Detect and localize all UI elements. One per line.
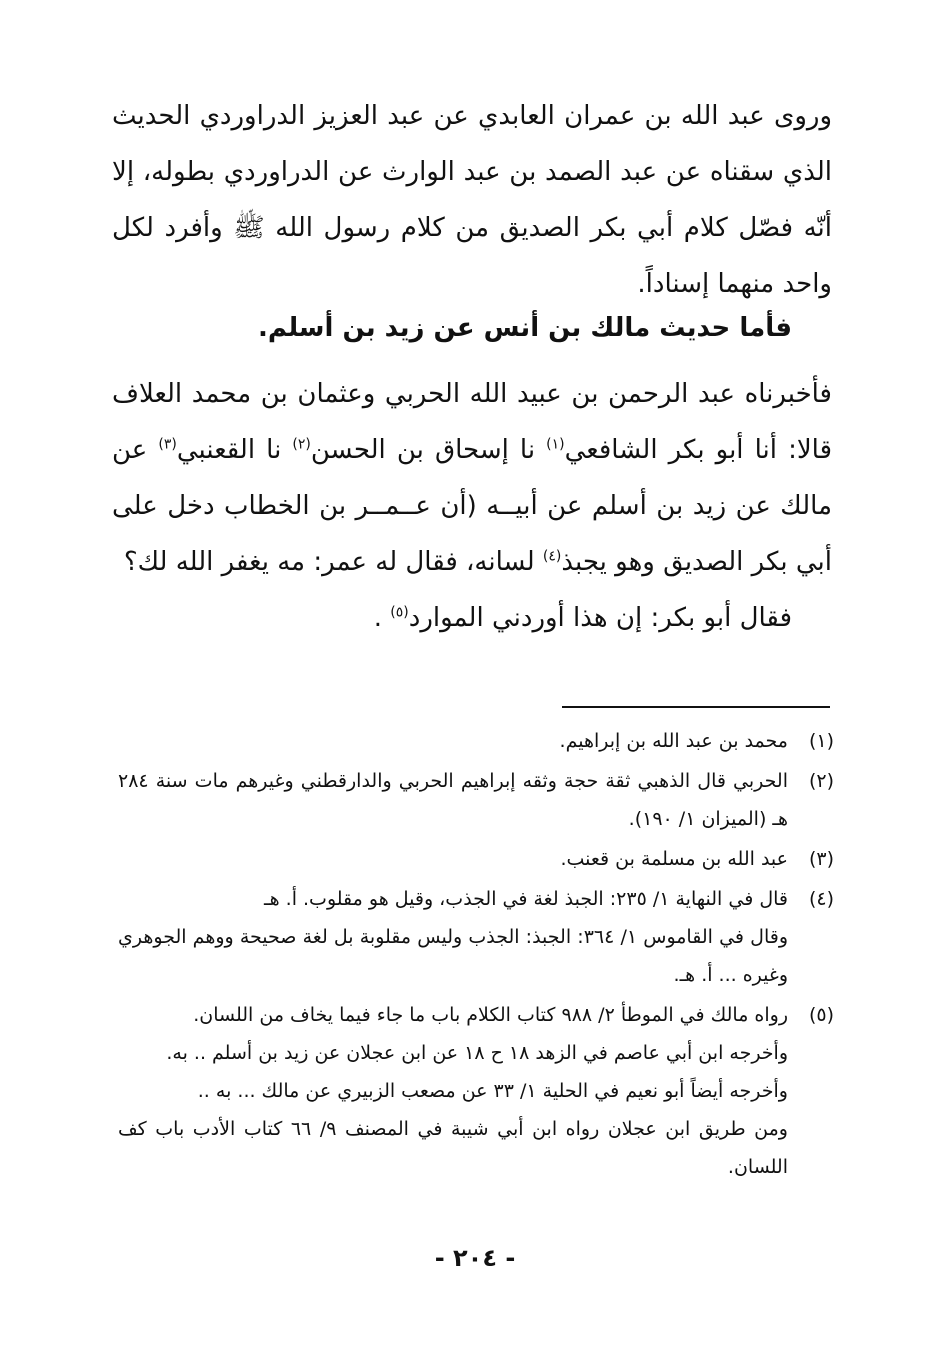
footnote-ref-1[interactable]: (١)	[546, 436, 565, 453]
footnote-5	[118, 996, 834, 1186]
footnote-1	[118, 722, 834, 760]
closing-text: فقال أبو بكر: إن هذا أوردني الموارد	[408, 603, 792, 633]
footnote-line: وأخرجه ابن أبي عاصم في الزهد ١٨ ح ١٨ عن ابن عجلان عن زيد بن أسلم .. به.	[166, 1042, 788, 1064]
paragraph-closing	[112, 590, 792, 646]
footnote-number: (٥)	[808, 1004, 834, 1026]
footnote-divider	[562, 706, 830, 708]
footnote-ref-3[interactable]: (٣)	[158, 436, 177, 453]
footnote-text	[118, 840, 788, 878]
footnotes-section	[118, 722, 834, 1188]
footnote-2	[118, 762, 834, 838]
footnote-number: (٤)	[808, 888, 834, 910]
page-number: - ٢٠٤ -	[434, 1244, 516, 1272]
footnote-line: ومن طريق ابن عجلان رواه ابن أبي شيبة في المصنف ٩/ ٦٦ كتاب الأدب باب كف اللسان.	[118, 1118, 788, 1178]
footnote-text	[118, 880, 788, 994]
footnote-line: محمد بن عبد الله بن إبراهيم.	[559, 730, 788, 752]
footnote-3	[118, 840, 834, 878]
footnote-text	[118, 722, 788, 760]
paragraph-second-part1: فأخبرناه عبد الرحمن بن عبيد الله الحربي وعثمان بن محمد العلاف قالا: أنا أبو بكر الشافعي	[112, 379, 833, 465]
footnote-4	[118, 880, 834, 994]
closing-end: .	[373, 603, 391, 633]
footnote-line: عبد الله بن مسلمة بن قعنب.	[560, 848, 788, 870]
section-heading: فأما حديث مالك بن أنس عن زيد بن أسلم.	[258, 313, 792, 343]
footnote-line: رواه مالك في الموطأ ٢/ ٩٨٨ كتاب الكلام باب ما جاء فيما يخاف من اللسان.	[193, 1004, 788, 1026]
footnote-ref-4[interactable]: (٤)	[542, 548, 562, 565]
paragraph-second-part4: عن مالك عن زيد بن أسلم عن أبيــه (أن عــمــر بن الخطاب دخل على أبي بكر الصديق وهو يجبذ	[112, 435, 832, 577]
paragraph-second-part3: نا القعنبي	[176, 435, 293, 465]
footnote-ref-2[interactable]: (٢)	[292, 436, 311, 453]
footnote-text	[118, 996, 788, 1186]
footnote-line: الحربي قال الذهبي ثقة حجة وثقه إبراهيم الحربي والدارقطني وغيرهم مات سنة ٢٨٤ هـ (الميزان ١/ ١٩٠).	[118, 770, 788, 830]
footnote-number: (٢)	[808, 770, 834, 792]
footnote-line: وأخرجه أيضاً أبو نعيم في الحلية ١/ ٣٣ عن مصعب الزبيري عن مالك ... به ..	[197, 1080, 788, 1102]
footnote-number: (١)	[808, 730, 834, 752]
paragraph-second-text	[112, 366, 832, 590]
paragraph-second-part5: لسانه، فقال له عمر: مه يغفر الله لك؟	[123, 547, 543, 577]
footnote-line: قال في النهاية ١/ ٢٣٥: الجبذ لغة في الجذب، وقيل هو مقلوب. أ. هـ	[264, 888, 788, 910]
paragraph-second-part2: نا إسحاق بن الحسن	[310, 435, 547, 465]
footnote-number: (٣)	[808, 848, 834, 870]
footnote-ref-5[interactable]: (٥)	[390, 604, 409, 621]
footnote-line: وقال في القاموس ١/ ٣٦٤: الجبذ: الجذب وليس مقلوبة بل لغة صحيحة ووهم الجوهري وغيره ... أ. هـ.	[118, 926, 788, 986]
paragraph-first: وروى عبد الله بن عمران العابدي عن عبد العزيز الدراوردي الحديث الذي سقناه عن عبد الصمد بن عبد الوارث عن الدراوردي بطوله، إلا أنّه فصّل كلام أبي بكر الصديق من كلام رسول الله ﷺ وأفرد لكل واحد منهما إسناداً.	[112, 101, 832, 299]
footnote-text	[118, 762, 788, 838]
